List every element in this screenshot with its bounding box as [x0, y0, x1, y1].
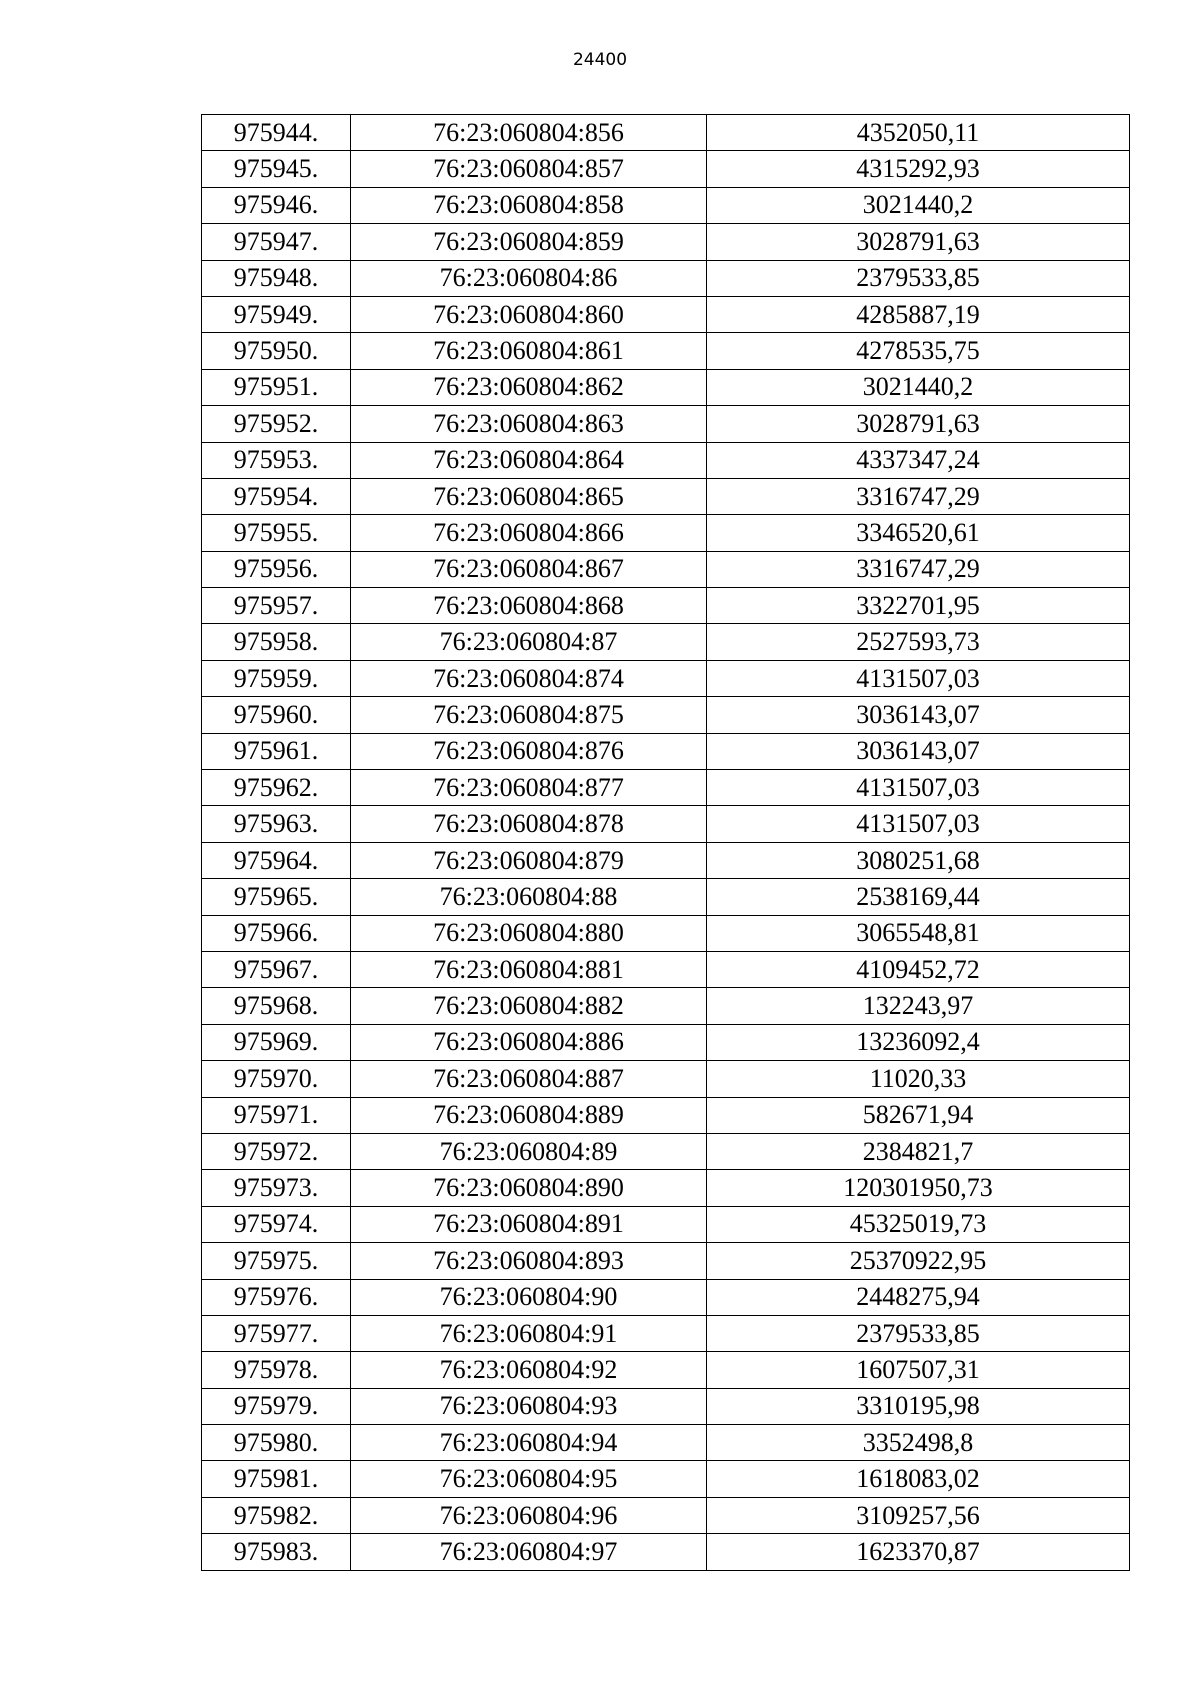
- cadastral-value-cell: 2379533,85: [707, 1315, 1130, 1351]
- cadastral-number-cell: 76:23:060804:87: [351, 624, 707, 660]
- cadastral-number-cell: 76:23:060804:861: [351, 333, 707, 369]
- cadastral-value-cell: 45325019,73: [707, 1206, 1130, 1242]
- cadastral-number-cell: 76:23:060804:94: [351, 1425, 707, 1461]
- table-row: [202, 151, 1130, 187]
- table-row: [202, 806, 1130, 842]
- page-number: 24400: [572, 50, 628, 70]
- cadastral-value-cell: 3021440,2: [707, 187, 1130, 223]
- row-number-cell: 975948.: [202, 260, 351, 296]
- row-number-cell: 975973.: [202, 1170, 351, 1206]
- row-number-cell: 975952.: [202, 406, 351, 442]
- cadastral-value-cell: 4131507,03: [707, 770, 1130, 806]
- cadastral-value-cell: 3316747,29: [707, 551, 1130, 587]
- table-row: [202, 660, 1130, 696]
- row-number-cell: 975956.: [202, 551, 351, 587]
- cadastral-value-cell: 13236092,4: [707, 1024, 1130, 1060]
- row-number-cell: 975947.: [202, 224, 351, 260]
- cadastral-number-cell: 76:23:060804:89: [351, 1133, 707, 1169]
- cadastral-number-cell: 76:23:060804:90: [351, 1279, 707, 1315]
- cadastral-value-cell: 3352498,8: [707, 1425, 1130, 1461]
- cadastral-number-cell: 76:23:060804:875: [351, 697, 707, 733]
- row-number-cell: 975962.: [202, 770, 351, 806]
- row-number-cell: 975981.: [202, 1461, 351, 1497]
- row-number-cell: 975945.: [202, 151, 351, 187]
- row-number-cell: 975958.: [202, 624, 351, 660]
- table-row: [202, 733, 1130, 769]
- cadastral-value-cell: 3036143,07: [707, 733, 1130, 769]
- row-number-cell: 975975.: [202, 1243, 351, 1279]
- table-row: [202, 1243, 1130, 1279]
- cadastral-number-cell: 76:23:060804:92: [351, 1352, 707, 1388]
- cadastral-number-cell: 76:23:060804:876: [351, 733, 707, 769]
- row-number-cell: 975951.: [202, 369, 351, 405]
- table-row: [202, 988, 1130, 1024]
- row-number-cell: 975970.: [202, 1061, 351, 1097]
- row-number-cell: 975960.: [202, 697, 351, 733]
- table-row: [202, 260, 1130, 296]
- cadastral-value-cell: 4131507,03: [707, 806, 1130, 842]
- table-row: [202, 1461, 1130, 1497]
- table-row: [202, 915, 1130, 951]
- cadastral-value-cell: 4109452,72: [707, 951, 1130, 987]
- cadastral-number-cell: 76:23:060804:863: [351, 406, 707, 442]
- cadastral-value-cell: 3322701,95: [707, 588, 1130, 624]
- row-number-cell: 975957.: [202, 588, 351, 624]
- row-number-cell: 975969.: [202, 1024, 351, 1060]
- table-row: [202, 624, 1130, 660]
- cadastral-value-cell: 3310195,98: [707, 1388, 1130, 1424]
- cadastral-value-cell: 4337347,24: [707, 442, 1130, 478]
- cadastral-number-cell: 76:23:060804:878: [351, 806, 707, 842]
- cadastral-number-cell: 76:23:060804:860: [351, 296, 707, 332]
- cadastral-value-cell: 2448275,94: [707, 1279, 1130, 1315]
- cadastral-number-cell: 76:23:060804:893: [351, 1243, 707, 1279]
- cadastral-value-cell: 1607507,31: [707, 1352, 1130, 1388]
- table-row: [202, 1425, 1130, 1461]
- row-number-cell: 975971.: [202, 1097, 351, 1133]
- table-row: [202, 951, 1130, 987]
- table-row: [202, 333, 1130, 369]
- table-row: [202, 296, 1130, 332]
- row-number-cell: 975955.: [202, 515, 351, 551]
- cadastral-value-cell: 25370922,95: [707, 1243, 1130, 1279]
- row-number-cell: 975953.: [202, 442, 351, 478]
- table-row: [202, 224, 1130, 260]
- table-row: [202, 770, 1130, 806]
- row-number-cell: 975965.: [202, 879, 351, 915]
- cadastral-number-cell: 76:23:060804:97: [351, 1534, 707, 1570]
- cadastral-number-cell: 76:23:060804:858: [351, 187, 707, 223]
- cadastral-number-cell: 76:23:060804:868: [351, 588, 707, 624]
- table-row: [202, 1315, 1130, 1351]
- table-row: [202, 1279, 1130, 1315]
- cadastral-number-cell: 76:23:060804:857: [351, 151, 707, 187]
- cadastral-value-cell: 582671,94: [707, 1097, 1130, 1133]
- row-number-cell: 975963.: [202, 806, 351, 842]
- row-number-cell: 975961.: [202, 733, 351, 769]
- cadastral-number-cell: 76:23:060804:86: [351, 260, 707, 296]
- row-number-cell: 975976.: [202, 1279, 351, 1315]
- cadastral-number-cell: 76:23:060804:856: [351, 115, 707, 151]
- cadastral-value-cell: 2384821,7: [707, 1133, 1130, 1169]
- cadastral-number-cell: 76:23:060804:890: [351, 1170, 707, 1206]
- row-number-cell: 975972.: [202, 1133, 351, 1169]
- row-number-cell: 975983.: [202, 1534, 351, 1570]
- table-body: [202, 115, 1130, 1571]
- table-row: [202, 879, 1130, 915]
- cadastral-number-cell: 76:23:060804:891: [351, 1206, 707, 1242]
- cadastral-number-cell: 76:23:060804:887: [351, 1061, 707, 1097]
- table-row: [202, 406, 1130, 442]
- table-row: [202, 1170, 1130, 1206]
- row-number-cell: 975944.: [202, 115, 351, 151]
- cadastral-number-cell: 76:23:060804:882: [351, 988, 707, 1024]
- cadastral-number-cell: 76:23:060804:866: [351, 515, 707, 551]
- row-number-cell: 975967.: [202, 951, 351, 987]
- cadastral-value-table: [201, 114, 1130, 1571]
- cadastral-value-cell: 120301950,73: [707, 1170, 1130, 1206]
- cadastral-number-cell: 76:23:060804:877: [351, 770, 707, 806]
- cadastral-value-cell: 3316747,29: [707, 478, 1130, 514]
- cadastral-value-cell: 3028791,63: [707, 406, 1130, 442]
- table-row: [202, 1133, 1130, 1169]
- table-row: [202, 515, 1130, 551]
- table-row: [202, 1388, 1130, 1424]
- cadastral-value-cell: 4278535,75: [707, 333, 1130, 369]
- cadastral-value-cell: 4131507,03: [707, 660, 1130, 696]
- table-row: [202, 1024, 1130, 1060]
- cadastral-value-cell: 4315292,93: [707, 151, 1130, 187]
- row-number-cell: 975954.: [202, 478, 351, 514]
- cadastral-number-cell: 76:23:060804:91: [351, 1315, 707, 1351]
- table-row: [202, 478, 1130, 514]
- cadastral-value-cell: 3080251,68: [707, 842, 1130, 878]
- cadastral-value-cell: 3065548,81: [707, 915, 1130, 951]
- cadastral-number-cell: 76:23:060804:859: [351, 224, 707, 260]
- table-row: [202, 1497, 1130, 1533]
- row-number-cell: 975980.: [202, 1425, 351, 1461]
- row-number-cell: 975977.: [202, 1315, 351, 1351]
- table-row: [202, 1352, 1130, 1388]
- table-row: [202, 442, 1130, 478]
- cadastral-value-cell: 3109257,56: [707, 1497, 1130, 1533]
- row-number-cell: 975964.: [202, 842, 351, 878]
- cadastral-number-cell: 76:23:060804:96: [351, 1497, 707, 1533]
- row-number-cell: 975950.: [202, 333, 351, 369]
- cadastral-number-cell: 76:23:060804:862: [351, 369, 707, 405]
- row-number-cell: 975959.: [202, 660, 351, 696]
- cadastral-value-cell: 132243,97: [707, 988, 1130, 1024]
- table-row: [202, 115, 1130, 151]
- cadastral-number-cell: 76:23:060804:880: [351, 915, 707, 951]
- cadastral-value-cell: 2527593,73: [707, 624, 1130, 660]
- row-number-cell: 975946.: [202, 187, 351, 223]
- row-number-cell: 975968.: [202, 988, 351, 1024]
- cadastral-value-cell: 3036143,07: [707, 697, 1130, 733]
- cadastral-number-cell: 76:23:060804:88: [351, 879, 707, 915]
- cadastral-value-cell: 1623370,87: [707, 1534, 1130, 1570]
- cadastral-number-cell: 76:23:060804:886: [351, 1024, 707, 1060]
- cadastral-value-cell: 2538169,44: [707, 879, 1130, 915]
- cadastral-number-cell: 76:23:060804:881: [351, 951, 707, 987]
- cadastral-number-cell: 76:23:060804:93: [351, 1388, 707, 1424]
- cadastral-value-cell: 2379533,85: [707, 260, 1130, 296]
- table-row: [202, 1061, 1130, 1097]
- cadastral-value-cell: 3021440,2: [707, 369, 1130, 405]
- table-row: [202, 369, 1130, 405]
- row-number-cell: 975978.: [202, 1352, 351, 1388]
- cadastral-value-cell: 3028791,63: [707, 224, 1130, 260]
- cadastral-number-cell: 76:23:060804:874: [351, 660, 707, 696]
- row-number-cell: 975982.: [202, 1497, 351, 1533]
- table-row: [202, 1206, 1130, 1242]
- cadastral-number-cell: 76:23:060804:867: [351, 551, 707, 587]
- cadastral-number-cell: 76:23:060804:864: [351, 442, 707, 478]
- table-row: [202, 697, 1130, 733]
- cadastral-value-cell: 11020,33: [707, 1061, 1130, 1097]
- cadastral-number-cell: 76:23:060804:865: [351, 478, 707, 514]
- row-number-cell: 975979.: [202, 1388, 351, 1424]
- cadastral-number-cell: 76:23:060804:879: [351, 842, 707, 878]
- cadastral-value-cell: 1618083,02: [707, 1461, 1130, 1497]
- table-row: [202, 1097, 1130, 1133]
- table-row: [202, 551, 1130, 587]
- cadastral-value-cell: 4285887,19: [707, 296, 1130, 332]
- table-row: [202, 588, 1130, 624]
- row-number-cell: 975966.: [202, 915, 351, 951]
- cadastral-number-cell: 76:23:060804:95: [351, 1461, 707, 1497]
- cadastral-value-cell: 3346520,61: [707, 515, 1130, 551]
- cadastral-number-cell: 76:23:060804:889: [351, 1097, 707, 1133]
- row-number-cell: 975949.: [202, 296, 351, 332]
- row-number-cell: 975974.: [202, 1206, 351, 1242]
- cadastral-value-cell: 4352050,11: [707, 115, 1130, 151]
- table-row: [202, 842, 1130, 878]
- table-row: [202, 1534, 1130, 1570]
- table-row: [202, 187, 1130, 223]
